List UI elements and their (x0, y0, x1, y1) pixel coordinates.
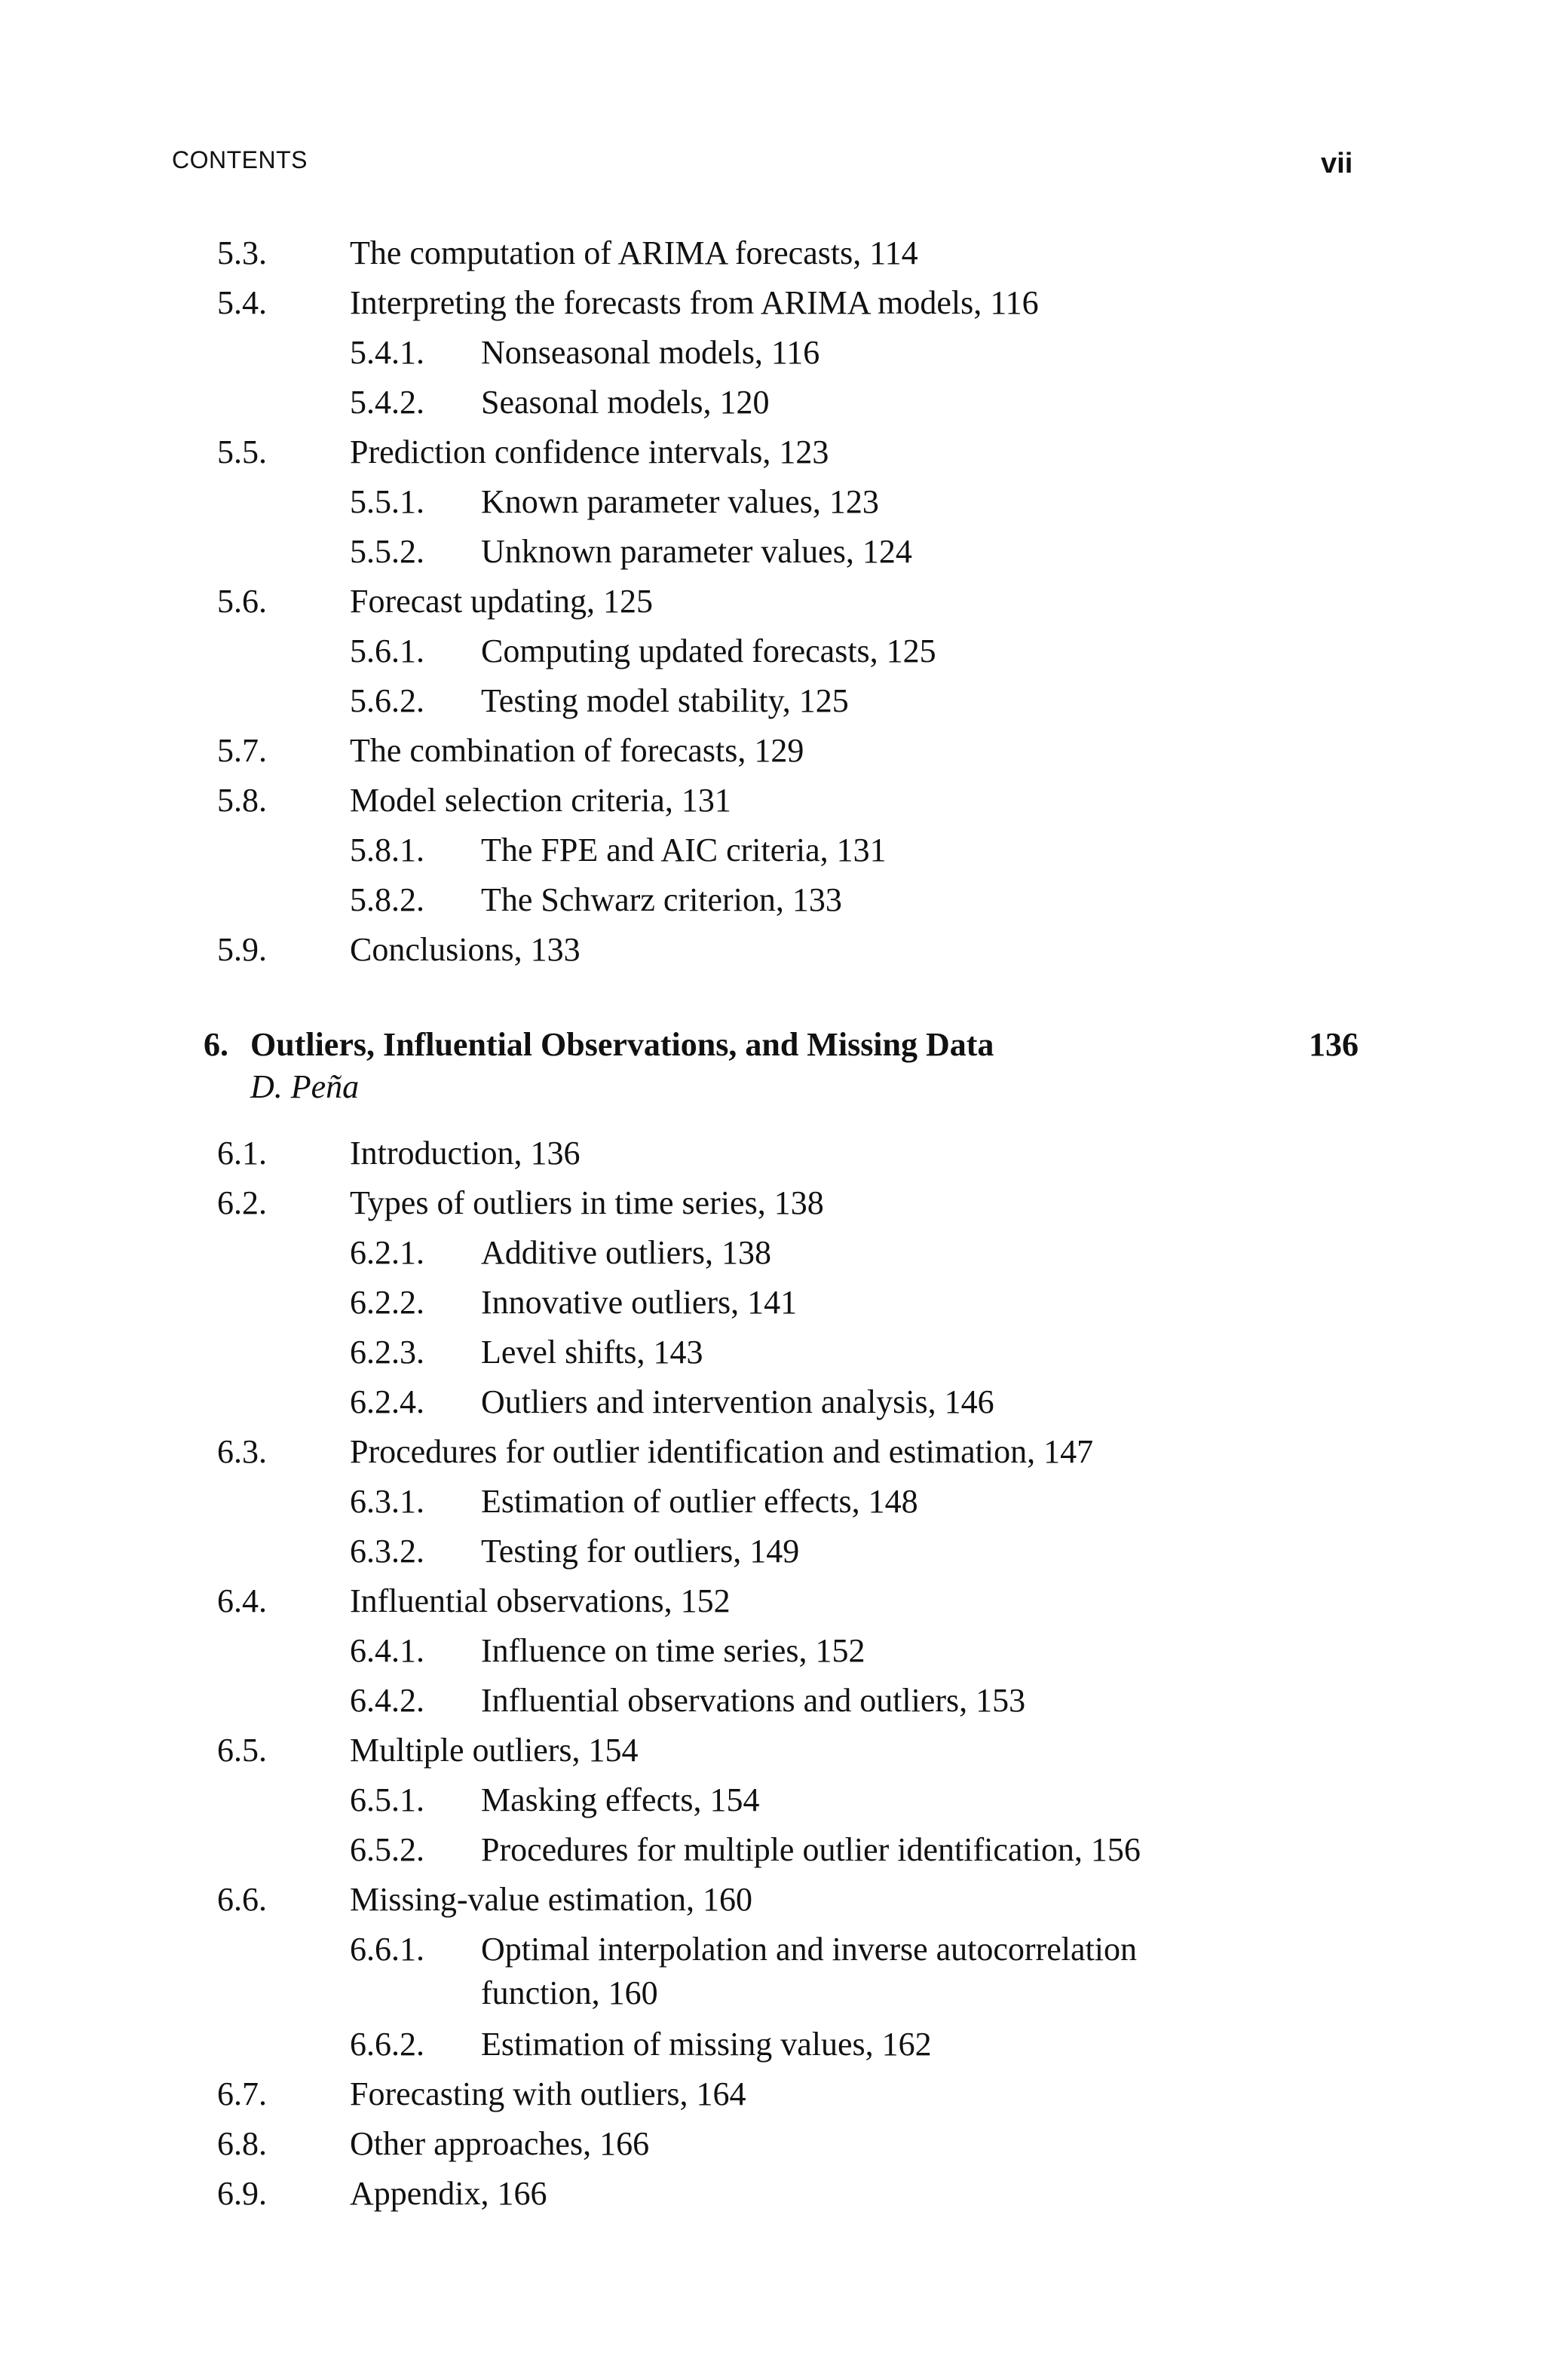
toc-entry-title: Testing for outliers, 149 (481, 1533, 800, 1570)
toc-entry-number: 6.2.1. (350, 1234, 424, 1271)
toc-entry-title: Forecasting with outliers, 164 (350, 2075, 746, 2112)
toc-entry-number: 6.2.4. (350, 1383, 424, 1420)
toc-entry-title: Known parameter values, 123 (481, 483, 879, 520)
toc-entry-number: 5.7. (217, 732, 267, 769)
toc-entry-number: 5.8.2. (350, 881, 424, 918)
toc-entry-title: Introduction, 136 (350, 1135, 581, 1172)
toc-entry-title: The computation of ARIMA forecasts, 114 (350, 234, 918, 271)
page-number: vii (1321, 148, 1353, 179)
toc-entry-title: Appendix, 166 (350, 2175, 547, 2212)
toc-entry-title: Model selection criteria, 131 (350, 782, 731, 819)
toc-entry-title: Unknown parameter values, 124 (481, 533, 912, 570)
toc-entry-title: Types of outliers in time series, 138 (350, 1184, 824, 1221)
toc-entry-number: 6.4. (217, 1582, 267, 1619)
toc-entry-title: Optimal interpolation and inverse autocorrelation (481, 1931, 1137, 1968)
toc-entry-title: Procedures for outlier identification and estimation, 147 (350, 1433, 1094, 1470)
toc-entry-title: Influence on time series, 152 (481, 1632, 865, 1669)
toc-entry-title: Missing-value estimation, 160 (350, 1881, 753, 1918)
toc-entry-title: Other approaches, 166 (350, 2125, 650, 2162)
toc-entry-title: Additive outliers, 138 (481, 1234, 771, 1271)
toc-entry-title: Procedures for multiple outlier identification, 156 (481, 1831, 1141, 1868)
toc-entry-number: 5.5. (217, 433, 267, 470)
chapter-title: Outliers, Influential Observations, and Missing Data (250, 1026, 994, 1063)
toc-entry-number: 5.6. (217, 583, 267, 620)
toc-entry-number: 5.6.2. (350, 682, 424, 719)
toc-entry-title: Conclusions, 133 (350, 931, 581, 968)
toc-entry-number: 5.4.1. (350, 334, 424, 371)
toc-entry-title: Outliers and intervention analysis, 146 (481, 1383, 994, 1420)
toc-entry-number: 5.4.2. (350, 384, 424, 421)
toc-entry-title: Innovative outliers, 141 (481, 1284, 798, 1321)
toc-entry-number: 6.6.1. (350, 1931, 424, 1968)
toc-entry-number: 6.2.2. (350, 1284, 424, 1321)
toc-entry-title: Seasonal models, 120 (481, 384, 770, 421)
toc-entry-title: Estimation of missing values, 162 (481, 2026, 932, 2063)
toc-entry-title: The Schwarz criterion, 133 (481, 881, 842, 918)
toc-entry-title: The combination of forecasts, 129 (350, 732, 804, 769)
toc-entry-number: 6.9. (217, 2175, 267, 2212)
toc-entry-number: 6.2.3. (350, 1334, 424, 1371)
toc-entry-title: Masking effects, 154 (481, 1781, 760, 1818)
toc-entry-title: Interpreting the forecasts from ARIMA models, 116 (350, 284, 1039, 321)
chapter-author: D. Peña (250, 1068, 360, 1105)
toc-entry-number: 6.4.2. (350, 1682, 424, 1719)
toc-entry-title: Influential observations and outliers, 153 (481, 1682, 1026, 1719)
toc-entry-number: 5.6.1. (350, 633, 424, 669)
toc-entry-number: 5.8. (217, 782, 267, 819)
toc-entry-number: 5.8.1. (350, 832, 424, 868)
toc-entry-number: 6.6.2. (350, 2026, 424, 2063)
toc-entry-title: Computing updated forecasts, 125 (481, 633, 936, 669)
toc-entry-number: 6.3.1. (350, 1483, 424, 1520)
toc-entry-title: Multiple outliers, 154 (350, 1732, 639, 1769)
toc-entry-title: Testing model stability, 125 (481, 682, 849, 719)
toc-entry-title: Estimation of outlier effects, 148 (481, 1483, 918, 1520)
toc-entry-title: function, 160 (481, 1974, 658, 2011)
toc-entry-title: Nonseasonal models, 116 (481, 334, 820, 371)
toc-entry-title: Influential observations, 152 (350, 1582, 731, 1619)
toc-entry-number: 6.7. (217, 2075, 267, 2112)
chapter-number: 6. (204, 1026, 228, 1063)
toc-entry-number: 6.1. (217, 1135, 267, 1172)
toc-entry-number: 6.3.2. (350, 1533, 424, 1570)
toc-entry-number: 6.6. (217, 1881, 267, 1918)
toc-entry-title: Level shifts, 143 (481, 1334, 703, 1371)
toc-entry-number: 6.5.2. (350, 1831, 424, 1868)
toc-entry-number: 6.5.1. (350, 1781, 424, 1818)
toc-entry-number: 5.9. (217, 931, 267, 968)
toc-entry-number: 6.4.1. (350, 1632, 424, 1669)
toc-entry-number: 6.2. (217, 1184, 267, 1221)
toc-entry-title: The FPE and AIC criteria, 131 (481, 832, 887, 868)
toc-entry-number: 6.5. (217, 1732, 267, 1769)
toc-entry-title: Prediction confidence intervals, 123 (350, 433, 829, 470)
toc-entry-number: 5.5.2. (350, 533, 424, 570)
toc-entry-number: 6.8. (217, 2125, 267, 2162)
toc-entry-number: 6.3. (217, 1433, 267, 1470)
chapter-page-number: 136 (1309, 1026, 1359, 1063)
toc-entry-title: Forecast updating, 125 (350, 583, 654, 620)
toc-entry-number: 5.5.1. (350, 483, 424, 520)
running-head: CONTENTS (172, 146, 308, 173)
toc-entry-number: 5.4. (217, 284, 267, 321)
toc-entry-number: 5.3. (217, 234, 267, 271)
